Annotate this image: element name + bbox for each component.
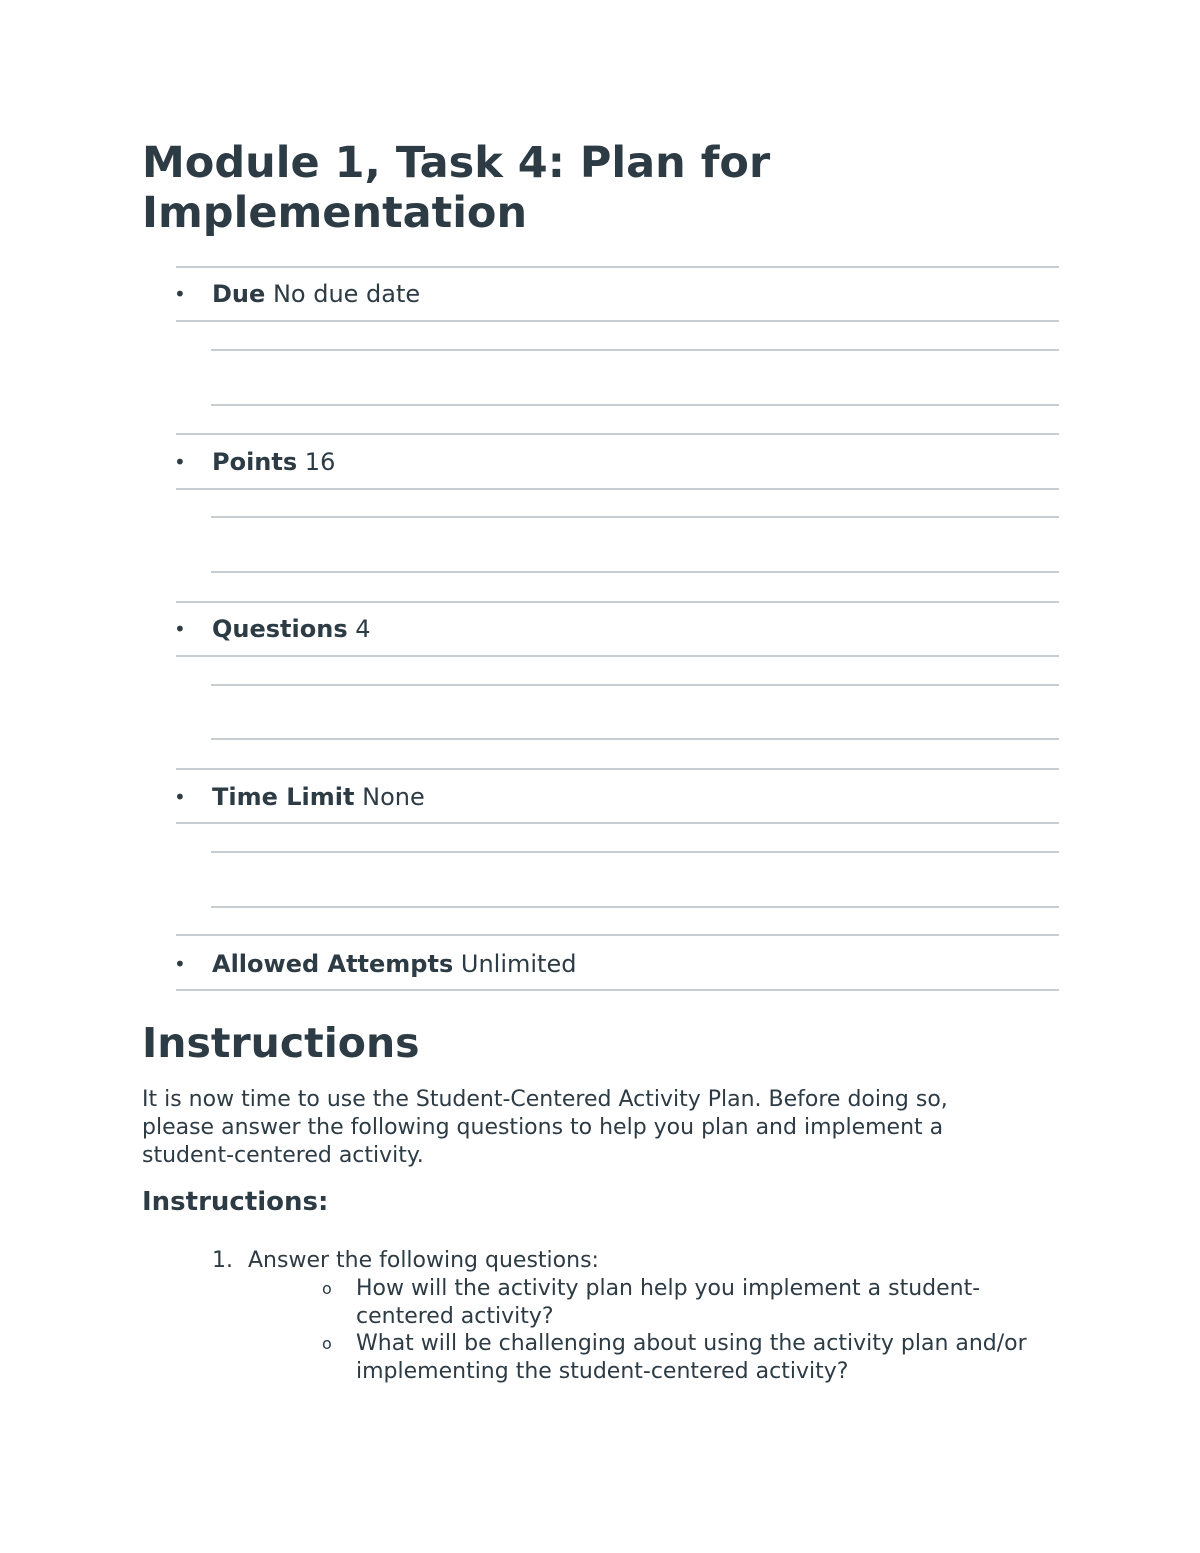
meta-value: 4 bbox=[355, 615, 371, 643]
meta-label: Due bbox=[212, 280, 266, 308]
bullet-icon: • bbox=[174, 282, 186, 306]
meta-item-questions bbox=[176, 614, 1059, 644]
meta-label: Questions bbox=[212, 615, 348, 643]
meta-item-points bbox=[176, 447, 1059, 477]
divider bbox=[176, 989, 1059, 991]
bullet-icon: • bbox=[174, 450, 186, 474]
meta-label: Time Limit bbox=[212, 783, 355, 811]
meta-label: Points bbox=[212, 448, 298, 476]
meta-item-allowed-attempts bbox=[176, 949, 1059, 979]
question-text: How will the activity plan help you implement a student-centered activity? bbox=[356, 1276, 981, 1329]
meta-value: 16 bbox=[304, 448, 336, 476]
divider bbox=[176, 266, 1059, 268]
list-item-text: Answer the following questions: bbox=[248, 1248, 599, 1273]
meta-item-due bbox=[176, 279, 1059, 309]
divider bbox=[211, 349, 1059, 351]
divider bbox=[176, 433, 1059, 435]
meta-value: None bbox=[362, 783, 425, 811]
meta-value: Unlimited bbox=[460, 950, 577, 978]
divider bbox=[211, 684, 1059, 686]
divider bbox=[176, 488, 1059, 490]
circle-bullet-icon: o bbox=[322, 1334, 332, 1353]
instructions-subheading: Instructions: bbox=[142, 1187, 329, 1217]
list-number: 1. bbox=[212, 1248, 233, 1273]
circle-bullet-icon: o bbox=[322, 1279, 332, 1298]
divider bbox=[211, 738, 1059, 740]
bullet-icon: • bbox=[174, 785, 186, 809]
meta-label: Allowed Attempts bbox=[212, 950, 454, 978]
list-item bbox=[212, 1247, 599, 1275]
meta-value: No due date bbox=[272, 280, 421, 308]
divider bbox=[211, 404, 1059, 406]
bullet-icon: • bbox=[174, 952, 186, 976]
divider bbox=[176, 655, 1059, 657]
instructions-heading: Instructions bbox=[142, 1019, 420, 1067]
divider bbox=[211, 571, 1059, 573]
page-title: Module 1, Task 4: Plan for Implementation bbox=[142, 138, 771, 238]
divider bbox=[176, 934, 1059, 936]
divider bbox=[211, 851, 1059, 853]
divider bbox=[176, 768, 1059, 770]
meta-item-time-limit bbox=[176, 782, 1059, 812]
bullet-icon: • bbox=[174, 617, 186, 641]
divider bbox=[211, 516, 1059, 518]
question-text: What will be challenging about using the activity plan and/or implementing the student-centered activity? bbox=[356, 1331, 1027, 1384]
divider bbox=[176, 601, 1059, 603]
divider bbox=[176, 822, 1059, 824]
divider bbox=[211, 906, 1059, 908]
divider bbox=[176, 320, 1059, 322]
instructions-body: It is now time to use the Student-Centered Activity Plan. Before doing so, please answer the following questions to help you plan and implement a student-centered activity. bbox=[142, 1087, 948, 1168]
